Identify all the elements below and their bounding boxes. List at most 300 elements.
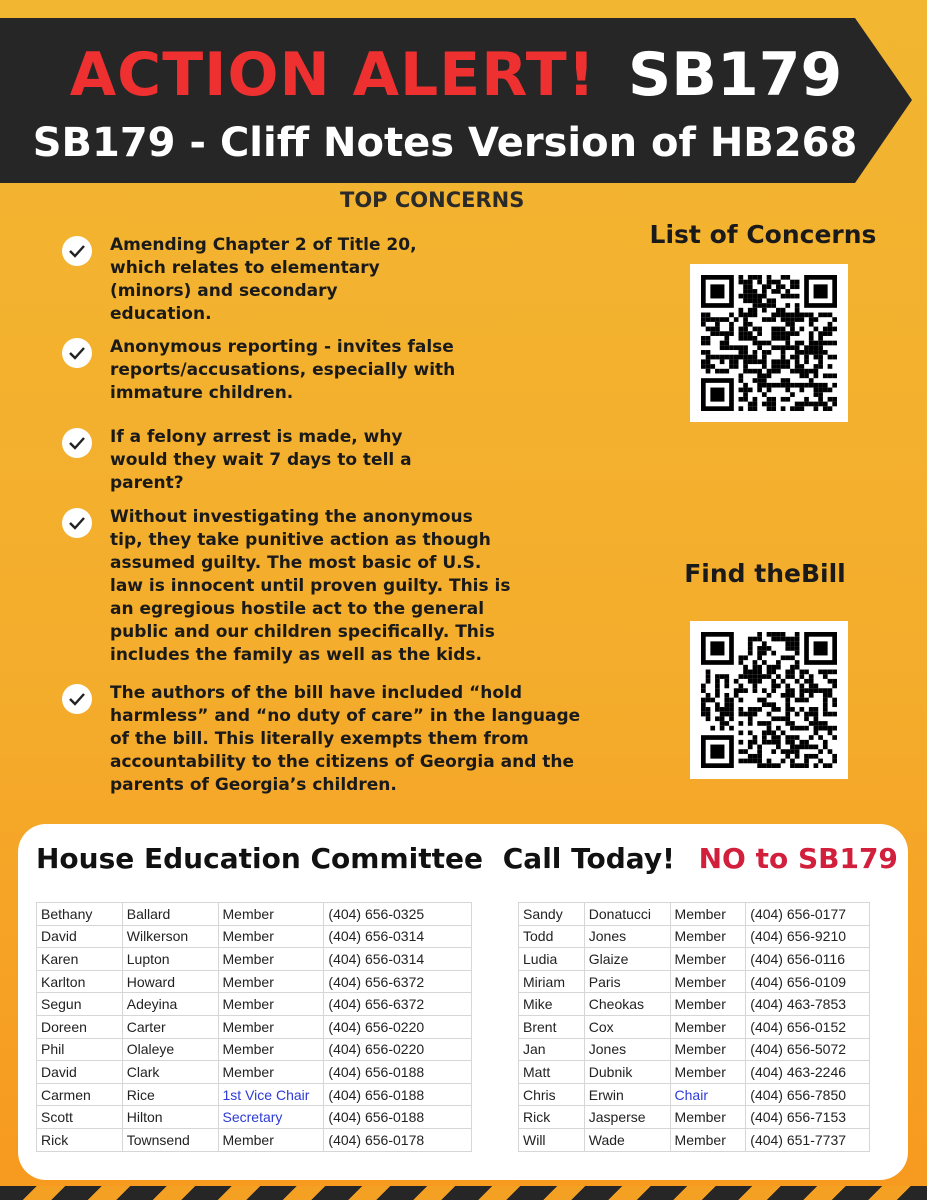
qr-module <box>785 646 790 651</box>
qr-module <box>724 684 729 689</box>
phone-cell[interactable]: (404) 463-2246 <box>746 1061 870 1084</box>
qr-module <box>795 632 800 637</box>
qr-module <box>715 693 720 698</box>
qr-module <box>771 670 776 675</box>
qr-module <box>762 646 767 651</box>
qr-module <box>757 298 762 303</box>
concern-line: education. <box>110 304 212 324</box>
qr-module <box>823 693 828 698</box>
qr-module <box>748 679 753 684</box>
qr-module <box>748 641 753 646</box>
phone-cell[interactable]: (404) 656-7850 <box>746 1083 870 1106</box>
qr-module <box>767 284 772 289</box>
qr-module <box>762 364 767 369</box>
qr-module <box>799 402 804 407</box>
last-name-cell: Donatucci <box>584 903 670 926</box>
qr-module <box>809 313 814 318</box>
phone-cell[interactable]: (404) 656-0188 <box>324 1106 472 1129</box>
qr-module <box>790 637 795 642</box>
qr-module <box>799 684 804 689</box>
list-of-concerns-qr-code[interactable] <box>690 264 848 422</box>
last-name-cell: Cox <box>584 1015 670 1038</box>
qr-module <box>753 707 758 712</box>
phone-cell[interactable]: (404) 656-0152 <box>746 1015 870 1038</box>
qr-module <box>743 364 748 369</box>
qr-module <box>823 331 828 336</box>
qr-module <box>767 402 772 407</box>
table-row <box>37 1106 472 1129</box>
qr-module <box>757 632 762 637</box>
qr-module <box>748 280 753 285</box>
qr-module <box>814 754 819 759</box>
qr-module <box>739 759 744 764</box>
qr-module <box>762 702 767 707</box>
qr-module <box>743 355 748 360</box>
qr-module <box>776 707 781 712</box>
qr-module <box>814 392 819 397</box>
qr-module <box>757 637 762 642</box>
qr-module <box>832 373 837 378</box>
first-name-cell: Carmen <box>37 1083 123 1106</box>
qr-module <box>706 317 711 322</box>
qr-module <box>743 313 748 318</box>
qr-module <box>753 294 758 299</box>
qr-module <box>771 313 776 318</box>
qr-module <box>762 721 767 726</box>
concern-line: of the bill. This literally exempts them from <box>110 729 529 749</box>
table-row <box>519 925 870 948</box>
concern-item <box>62 234 417 326</box>
qr-module <box>724 317 729 322</box>
qr-module <box>785 345 790 350</box>
last-name-cell: Erwin <box>584 1083 670 1106</box>
role-cell: 1st Vice Chair <box>218 1083 324 1106</box>
phone-cell[interactable]: (404) 656-0314 <box>324 948 472 971</box>
qr-module <box>743 383 748 388</box>
last-name-cell: Adeyina <box>122 993 218 1016</box>
qr-module <box>757 280 762 285</box>
qr-module <box>795 359 800 364</box>
qr-module <box>724 331 729 336</box>
qr-module <box>785 359 790 364</box>
qr-module <box>795 745 800 750</box>
qr-module <box>771 716 776 721</box>
qr-module <box>776 359 781 364</box>
qr-module <box>790 345 795 350</box>
qr-module <box>729 712 734 717</box>
qr-module <box>771 637 776 642</box>
qr-module <box>781 327 786 332</box>
qr-module <box>790 707 795 712</box>
qr-module <box>724 336 729 341</box>
table-row <box>37 1083 472 1106</box>
role-cell: Member <box>670 993 746 1016</box>
qr-module <box>743 350 748 355</box>
qr-module <box>748 754 753 759</box>
qr-module <box>790 313 795 318</box>
qr-module <box>804 313 809 318</box>
qr-module <box>771 684 776 689</box>
qr-module <box>724 369 729 374</box>
qr-module <box>739 397 744 402</box>
qr-module <box>828 679 833 684</box>
qr-finder <box>814 641 828 655</box>
last-name-cell: Jones <box>584 925 670 948</box>
table-row <box>519 1015 870 1038</box>
concern-item <box>62 336 455 405</box>
qr-module <box>757 674 762 679</box>
qr-module <box>757 388 762 393</box>
qr-module <box>781 308 786 313</box>
qr-module <box>823 406 828 411</box>
qr-module <box>706 698 711 703</box>
qr-module <box>706 674 711 679</box>
qr-module <box>762 317 767 322</box>
qr-module <box>781 331 786 336</box>
qr-module <box>828 730 833 735</box>
qr-module <box>701 688 706 693</box>
qr-module <box>814 763 819 768</box>
qr-module <box>814 317 819 322</box>
qr-module <box>767 646 772 651</box>
first-name-cell: Doreen <box>37 1015 123 1038</box>
qr-module <box>795 280 800 285</box>
qr-module <box>715 674 720 679</box>
first-name-cell: Bethany <box>37 903 123 926</box>
last-name-cell: Rice <box>122 1083 218 1106</box>
role-cell: Member <box>670 1128 746 1151</box>
qr-module <box>743 289 748 294</box>
qr-module <box>809 402 814 407</box>
qr-module <box>739 698 744 703</box>
first-name-cell: Rick <box>37 1128 123 1151</box>
phone-cell[interactable]: (404) 656-0109 <box>746 970 870 993</box>
phone-cell[interactable]: (404) 656-0177 <box>746 903 870 926</box>
top-concerns-heading: TOP CONCERNS <box>340 188 525 212</box>
qr-finder <box>710 284 724 298</box>
qr-module <box>748 289 753 294</box>
qr-module <box>771 763 776 768</box>
table-row <box>37 993 472 1016</box>
qr-module <box>767 373 772 378</box>
phone-cell[interactable]: (404) 656-0178 <box>324 1128 472 1151</box>
role-cell: Member <box>670 970 746 993</box>
concern-text <box>110 426 412 495</box>
qr-module <box>739 730 744 735</box>
qr-module <box>814 345 819 350</box>
qr-module <box>785 364 790 369</box>
qr-module <box>828 327 833 332</box>
qr-module <box>757 745 762 750</box>
qr-module <box>739 655 744 660</box>
qr-module <box>790 735 795 740</box>
phone-cell[interactable]: (404) 656-0220 <box>324 1038 472 1061</box>
qr-module <box>724 712 729 717</box>
first-name-cell: David <box>37 925 123 948</box>
qr-module <box>739 308 744 313</box>
qr-module <box>771 303 776 308</box>
qr-module <box>748 388 753 393</box>
qr-module <box>776 632 781 637</box>
qr-module <box>734 359 739 364</box>
first-name-cell: Mike <box>519 993 585 1016</box>
qr-module <box>767 702 772 707</box>
qr-module <box>762 735 767 740</box>
qr-module <box>799 740 804 745</box>
qr-module <box>814 327 819 332</box>
qr-module <box>739 388 744 393</box>
qr-module <box>809 721 814 726</box>
concern-item <box>62 506 510 667</box>
qr-module <box>767 693 772 698</box>
qr-module <box>776 369 781 374</box>
last-name-cell: Jasperse <box>584 1106 670 1129</box>
qr-module <box>785 716 790 721</box>
phone-cell[interactable]: (404) 656-7153 <box>746 1106 870 1129</box>
first-name-cell: Karlton <box>37 970 123 993</box>
qr-module <box>809 317 814 322</box>
table-row <box>37 948 472 971</box>
qr-module <box>762 392 767 397</box>
qr-module <box>753 740 758 745</box>
qr-module <box>781 637 786 642</box>
qr-module <box>785 740 790 745</box>
qr-module <box>776 637 781 642</box>
qr-module <box>809 322 814 327</box>
qr-module <box>748 402 753 407</box>
qr-module <box>701 712 706 717</box>
qr-module <box>781 406 786 411</box>
last-name-cell: Dubnik <box>584 1061 670 1084</box>
qr-module <box>734 317 739 322</box>
concern-line: accountability to the citizens of Georgia and the <box>110 752 575 772</box>
qr-module <box>739 275 744 280</box>
qr-module <box>776 336 781 341</box>
qr-module <box>720 341 725 346</box>
last-name-cell: Olaleye <box>122 1038 218 1061</box>
qr-module <box>823 740 828 745</box>
qr-module <box>748 670 753 675</box>
qr-module <box>781 749 786 754</box>
qr-module <box>734 355 739 360</box>
qr-module <box>799 350 804 355</box>
qr-module <box>771 707 776 712</box>
qr-module <box>748 707 753 712</box>
concern-line: immature children. <box>110 383 294 403</box>
qr-module <box>757 331 762 336</box>
qr-module <box>795 317 800 322</box>
qr-module <box>720 355 725 360</box>
phone-cell[interactable]: (404) 656-0314 <box>324 925 472 948</box>
concern-line: would they wait 7 days to tell a <box>110 450 412 470</box>
list-of-concerns-label: List of Concerns <box>649 220 877 249</box>
phone-cell[interactable]: (404) 463-7853 <box>746 993 870 1016</box>
qr-module <box>776 735 781 740</box>
qr-module <box>701 364 706 369</box>
qr-module <box>767 632 772 637</box>
qr-module <box>753 759 758 764</box>
qr-module <box>818 735 823 740</box>
concern-line: (minors) and secondary <box>110 281 338 301</box>
qr-module <box>753 308 758 313</box>
qr-module <box>781 355 786 360</box>
qr-module <box>757 646 762 651</box>
qr-module <box>739 350 744 355</box>
qr-module <box>720 712 725 717</box>
qr-module <box>790 674 795 679</box>
phone-cell[interactable]: (404) 656-0188 <box>324 1083 472 1106</box>
qr-module <box>720 726 725 731</box>
qr-module <box>706 341 711 346</box>
qr-module <box>762 350 767 355</box>
qr-module <box>767 674 772 679</box>
first-name-cell: Scott <box>37 1106 123 1129</box>
qr-module <box>790 693 795 698</box>
qr-module <box>757 721 762 726</box>
qr-module <box>762 303 767 308</box>
qr-module <box>743 317 748 322</box>
role-cell: Member <box>218 1128 324 1151</box>
qr-module <box>734 345 739 350</box>
qr-module <box>757 345 762 350</box>
qr-module <box>785 336 790 341</box>
qr-module <box>790 726 795 731</box>
qr-module <box>706 313 711 318</box>
qr-module <box>814 369 819 374</box>
phone-cell[interactable]: (404) 656-5072 <box>746 1038 870 1061</box>
qr-module <box>771 383 776 388</box>
role-cell: Member <box>670 1038 746 1061</box>
qr-code-icon <box>701 275 837 411</box>
qr-module <box>832 698 837 703</box>
last-name-cell: Townsend <box>122 1128 218 1151</box>
qr-module <box>720 369 725 374</box>
qr-module <box>753 341 758 346</box>
phone-cell[interactable]: (404) 651-7737 <box>746 1128 870 1151</box>
qr-module <box>823 702 828 707</box>
qr-module <box>823 373 828 378</box>
phone-cell[interactable]: (404) 656-6372 <box>324 970 472 993</box>
qr-module <box>729 364 734 369</box>
qr-module <box>753 679 758 684</box>
qr-module <box>818 364 823 369</box>
qr-module <box>762 651 767 656</box>
phone-cell[interactable]: (404) 656-9210 <box>746 925 870 948</box>
qr-module <box>762 294 767 299</box>
phone-cell[interactable]: (404) 656-0116 <box>746 948 870 971</box>
first-name-cell: Chris <box>519 1083 585 1106</box>
qr-module <box>809 350 814 355</box>
qr-module <box>809 688 814 693</box>
qr-module <box>790 331 795 336</box>
concern-line: which relates to elementary <box>110 258 380 278</box>
qr-module <box>706 670 711 675</box>
qr-module <box>739 313 744 318</box>
qr-module <box>832 684 837 689</box>
qr-module <box>814 730 819 735</box>
qr-module <box>809 336 814 341</box>
qr-module <box>809 735 814 740</box>
qr-module <box>734 688 739 693</box>
qr-module <box>757 707 762 712</box>
qr-module <box>781 294 786 299</box>
qr-module <box>776 716 781 721</box>
qr-module <box>823 712 828 717</box>
qr-module <box>701 317 706 322</box>
qr-module <box>828 331 833 336</box>
qr-module <box>790 740 795 745</box>
qr-finder <box>710 388 724 402</box>
qr-module <box>706 707 711 712</box>
qr-module <box>739 327 744 332</box>
qr-module <box>785 275 790 280</box>
qr-module <box>724 679 729 684</box>
qr-module <box>785 735 790 740</box>
qr-module <box>701 322 706 327</box>
qr-module <box>795 303 800 308</box>
qr-module <box>748 336 753 341</box>
qr-module <box>799 373 804 378</box>
qr-module <box>762 308 767 313</box>
qr-module <box>720 331 725 336</box>
qr-module <box>828 688 833 693</box>
qr-module <box>828 406 833 411</box>
qr-module <box>790 745 795 750</box>
concern-text <box>110 234 417 326</box>
qr-module <box>739 684 744 689</box>
qr-module <box>828 670 833 675</box>
phone-cell[interactable]: (404) 656-0220 <box>324 1015 472 1038</box>
last-name-cell: Howard <box>122 970 218 993</box>
qr-module <box>743 336 748 341</box>
find-bill-label: Find theBill <box>684 559 846 588</box>
qr-module <box>715 327 720 332</box>
qr-module <box>781 317 786 322</box>
qr-module <box>757 275 762 280</box>
qr-module <box>743 369 748 374</box>
qr-module <box>823 721 828 726</box>
qr-module <box>739 373 744 378</box>
phone-cell[interactable]: (404) 656-0188 <box>324 1061 472 1084</box>
qr-module <box>771 730 776 735</box>
qr-module <box>753 402 758 407</box>
phone-cell[interactable]: (404) 656-6372 <box>324 993 472 1016</box>
qr-module <box>823 313 828 318</box>
qr-module <box>795 406 800 411</box>
last-name-cell: Ballard <box>122 903 218 926</box>
qr-module <box>748 406 753 411</box>
qr-module <box>828 313 833 318</box>
first-name-cell: Matt <box>519 1061 585 1084</box>
qr-module <box>823 698 828 703</box>
phone-cell[interactable]: (404) 656-0325 <box>324 903 472 926</box>
qr-module <box>795 350 800 355</box>
qr-module <box>790 383 795 388</box>
table-row <box>519 993 870 1016</box>
qr-module <box>748 275 753 280</box>
table-row <box>37 1061 472 1084</box>
qr-module <box>828 373 833 378</box>
find-bill-qr-code[interactable] <box>690 621 848 779</box>
qr-module <box>753 298 758 303</box>
qr-module <box>739 331 744 336</box>
qr-module <box>814 716 819 721</box>
qr-module <box>795 712 800 717</box>
qr-module <box>781 693 786 698</box>
qr-module <box>828 322 833 327</box>
qr-module <box>804 350 809 355</box>
qr-module <box>795 284 800 289</box>
